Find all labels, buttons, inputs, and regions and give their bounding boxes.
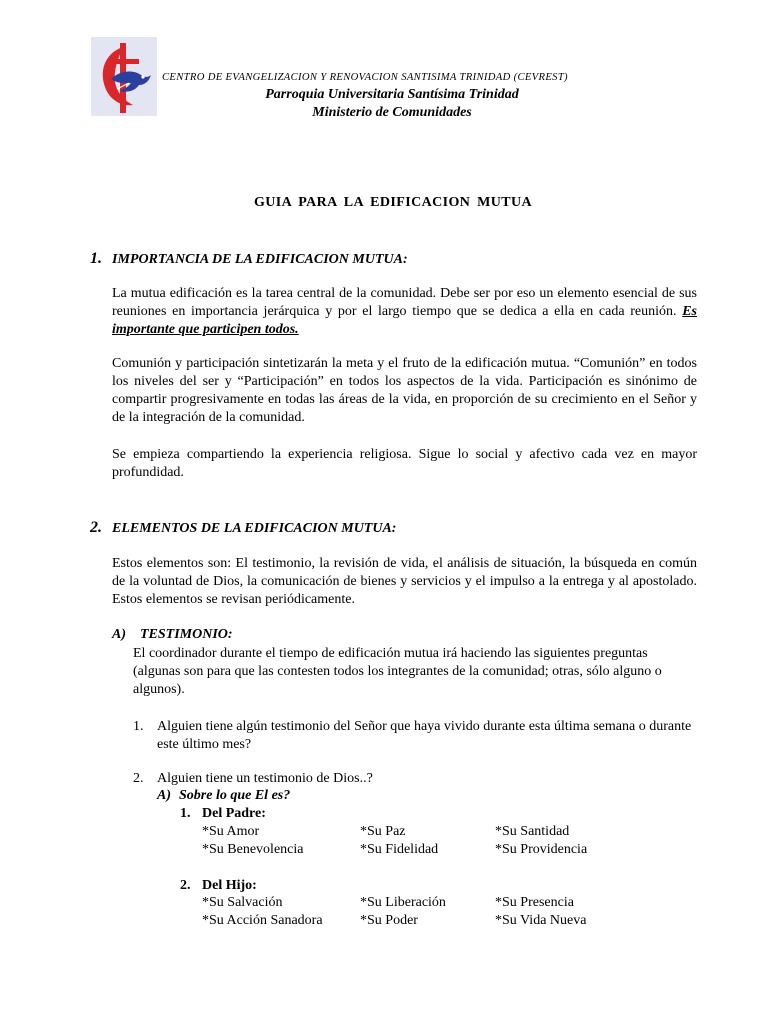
header-ministry: Ministerio de Comunidades xyxy=(312,105,472,120)
group-number: 2. xyxy=(180,878,191,893)
parish-logo xyxy=(91,37,157,116)
attribute-cell: *Su Paz xyxy=(360,824,406,839)
group-heading-hijo xyxy=(180,878,257,894)
header-organization: CENTRO DE EVANGELIZACION Y RENOVACION SANTISIMA TRINIDAD (CEVREST) xyxy=(162,72,568,83)
attribute-cell: *Su Liberación xyxy=(360,895,446,910)
attribute-cell: *Su Benevolencia xyxy=(202,842,304,857)
group-heading-padre xyxy=(180,806,266,822)
section1-number: 1. xyxy=(90,250,102,267)
attribute-cell: *Su Amor xyxy=(202,824,260,839)
attribute-cell: *Su Acción Sanadora xyxy=(202,913,323,928)
attribute-cell: *Su Poder xyxy=(360,913,418,928)
section1-paragraph1-text: La mutua edificación es la tarea central de la comunidad. Debe ser por eso un elemento esencial de sus reuniones en importancia jerárquica y por el largo tiempo que se dedica a ella en cada reunión. xyxy=(112,286,697,319)
section1-paragraph3: Se empieza compartiendo la experiencia religiosa. Sigue lo social y afectivo cada vez en mayor profundidad. xyxy=(112,447,697,480)
attribute-cell: *Su Santidad xyxy=(495,824,570,839)
section2-heading: ELEMENTOS DE LA EDIFICACION MUTUA: xyxy=(112,521,397,536)
cross-dove-icon xyxy=(91,37,157,116)
question-text: Sobre lo que El es? xyxy=(179,788,291,803)
attribute-cell: *Su Salvación xyxy=(202,895,283,910)
list-item-number: 1. xyxy=(133,719,144,734)
group-title: Del Hijo: xyxy=(202,878,257,893)
section1-heading: IMPORTANCIA DE LA EDIFICACION MUTUA: xyxy=(112,252,408,267)
section2-number: 2. xyxy=(90,519,102,536)
subsection-label: A) xyxy=(112,627,126,642)
subsection-heading xyxy=(112,627,233,643)
group-number: 1. xyxy=(180,806,191,821)
list-item-number: 2. xyxy=(133,771,144,786)
attribute-cell: *Su Providencia xyxy=(495,842,588,857)
attribute-cell: *Su Fidelidad xyxy=(360,842,439,857)
question-label: A) xyxy=(157,788,171,803)
list-item-text: Alguien tiene un testimonio de Dios..? xyxy=(157,771,373,786)
section1-paragraph2: Comunión y participación sintetizarán la meta y el fruto de la edificación mutua. “Comunión” en todos los niveles del ser y “Participación” en todos los aspectos de la vida. Participación es sinónimo de compartir progresivamente en todas las áreas de la vida, en proporción de su crecimiento en el Señor y de la integración de la comunidad. xyxy=(112,356,697,425)
question-heading xyxy=(157,788,290,804)
document-title: GUIA PARA LA EDIFICACION MUTUA xyxy=(253,195,533,210)
attribute-cell: *Su Presencia xyxy=(495,895,574,910)
section1-paragraph1-emphasis: Es importante que participen todos. xyxy=(112,304,697,337)
attribute-cell: *Su Vida Nueva xyxy=(495,913,587,928)
header-parish: Parroquia Universitaria Santísima Trinidad xyxy=(265,87,519,102)
list-item-text: Alguien tiene algún testimonio del Señor que haya vivido durante esta última semana o durante este último mes? xyxy=(157,719,692,752)
subsection-intro: El coordinador durante el tiempo de edificación mutua irá haciendo las siguientes preguntas (algunas son para que las contesten todos los integrantes de la comunidad; otras, sólo alguno o algunos). xyxy=(133,646,662,697)
subsection-title: TESTIMONIO: xyxy=(140,627,233,642)
group-title: Del Padre: xyxy=(202,806,266,821)
section1-paragraph1 xyxy=(112,285,697,339)
section2-paragraph1: Estos elementos son: El testimonio, la revisión de vida, el análisis de situación, la búsqueda en común de la voluntad de Dios, la comunicación de bienes y servicios y el impulso a la entrega y al apostolado. Estos elementos se revisan periódicamente. xyxy=(112,556,697,607)
